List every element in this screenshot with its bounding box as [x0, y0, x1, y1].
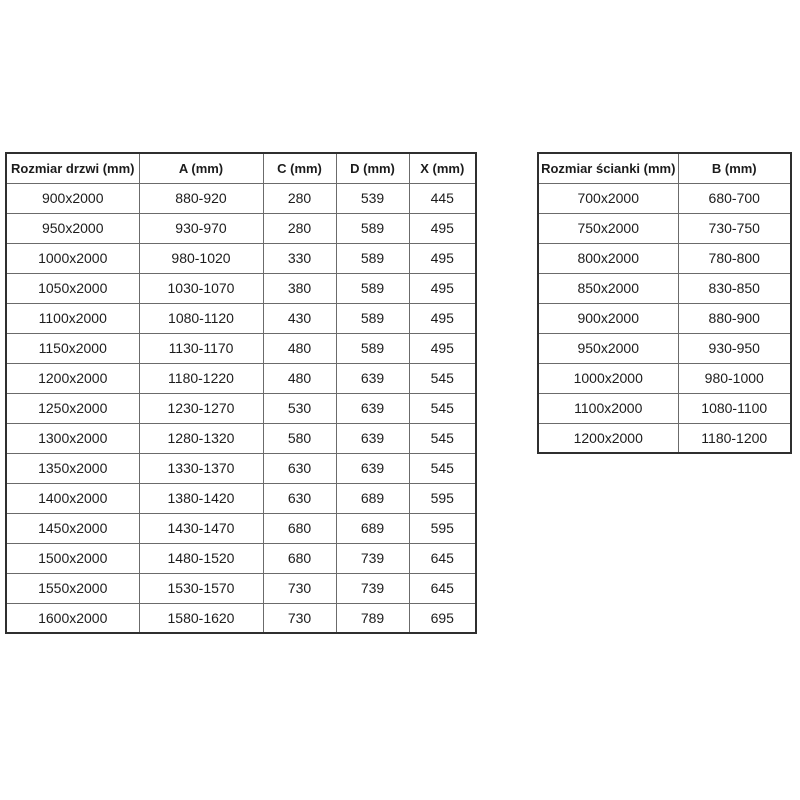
- table-cell: 1180-1220: [139, 363, 263, 393]
- table-row: [6, 603, 476, 633]
- table-row: [538, 243, 791, 273]
- table-cell: 739: [336, 573, 409, 603]
- table-cell: 1080-1120: [139, 303, 263, 333]
- table-cell: 1350x2000: [6, 453, 139, 483]
- table-cell: 1200x2000: [6, 363, 139, 393]
- table-cell: 1150x2000: [6, 333, 139, 363]
- table-row: [538, 213, 791, 243]
- table-cell: 645: [409, 573, 476, 603]
- table-cell: 1030-1070: [139, 273, 263, 303]
- table-cell: 1000x2000: [6, 243, 139, 273]
- table-cell: 639: [336, 453, 409, 483]
- table-row: [6, 273, 476, 303]
- table-cell: 880-920: [139, 183, 263, 213]
- table-cell: 950x2000: [6, 213, 139, 243]
- table-cell: 730-750: [678, 213, 791, 243]
- table-cell: 800x2000: [538, 243, 678, 273]
- column-header: D (mm): [336, 153, 409, 183]
- table-row: [6, 393, 476, 423]
- table-cell: 730: [263, 573, 336, 603]
- table-cell: 495: [409, 333, 476, 363]
- table-row: [6, 303, 476, 333]
- table-row: [6, 333, 476, 363]
- table-cell: 545: [409, 393, 476, 423]
- table-row: [538, 363, 791, 393]
- table-cell: 539: [336, 183, 409, 213]
- table-cell: 1130-1170: [139, 333, 263, 363]
- table-cell: 1080-1100: [678, 393, 791, 423]
- table-cell: 1250x2000: [6, 393, 139, 423]
- table-cell: 480: [263, 333, 336, 363]
- table-row: [6, 543, 476, 573]
- column-header: Rozmiar drzwi (mm): [6, 153, 139, 183]
- table-cell: 1480-1520: [139, 543, 263, 573]
- table-cell: 545: [409, 453, 476, 483]
- table-row: [6, 453, 476, 483]
- table-row: [6, 573, 476, 603]
- table-cell: 900x2000: [6, 183, 139, 213]
- table-row: [538, 273, 791, 303]
- table-cell: 495: [409, 213, 476, 243]
- table-cell: 700x2000: [538, 183, 678, 213]
- table-cell: 545: [409, 363, 476, 393]
- table-cell: 589: [336, 273, 409, 303]
- table-cell: 1330-1370: [139, 453, 263, 483]
- table-row: [6, 363, 476, 393]
- table-cell: 580: [263, 423, 336, 453]
- column-header: C (mm): [263, 153, 336, 183]
- table-cell: 589: [336, 303, 409, 333]
- table-cell: 380: [263, 273, 336, 303]
- table-cell: 495: [409, 243, 476, 273]
- table-cell: 595: [409, 513, 476, 543]
- table-cell: 830-850: [678, 273, 791, 303]
- table-cell: 280: [263, 213, 336, 243]
- table-cell: 695: [409, 603, 476, 633]
- table-cell: 789: [336, 603, 409, 633]
- table-cell: 980-1020: [139, 243, 263, 273]
- table-cell: 900x2000: [538, 303, 678, 333]
- table-row: [6, 243, 476, 273]
- table-row: [538, 183, 791, 213]
- table-cell: 1100x2000: [6, 303, 139, 333]
- table-row: [6, 213, 476, 243]
- table-cell: 950x2000: [538, 333, 678, 363]
- table-cell: 1000x2000: [538, 363, 678, 393]
- table-cell: 1450x2000: [6, 513, 139, 543]
- table-row: [6, 183, 476, 213]
- table-cell: 1050x2000: [6, 273, 139, 303]
- table-cell: 445: [409, 183, 476, 213]
- table-cell: 330: [263, 243, 336, 273]
- table-cell: 680: [263, 543, 336, 573]
- table-cell: 1430-1470: [139, 513, 263, 543]
- table-row: [538, 303, 791, 333]
- table-cell: 1280-1320: [139, 423, 263, 453]
- column-header: B (mm): [678, 153, 791, 183]
- table-cell: 630: [263, 483, 336, 513]
- table-cell: 689: [336, 483, 409, 513]
- table-row: [6, 513, 476, 543]
- table-cell: 1230-1270: [139, 393, 263, 423]
- table-cell: 1180-1200: [678, 423, 791, 453]
- column-header: X (mm): [409, 153, 476, 183]
- table-cell: 630: [263, 453, 336, 483]
- table-cell: 730: [263, 603, 336, 633]
- table-cell: 680: [263, 513, 336, 543]
- table-cell: 645: [409, 543, 476, 573]
- table-cell: 639: [336, 393, 409, 423]
- table-cell: 639: [336, 423, 409, 453]
- table-header-row: [6, 153, 476, 183]
- table-row: [538, 393, 791, 423]
- table-cell: 545: [409, 423, 476, 453]
- table-cell: 589: [336, 333, 409, 363]
- table-cell: 1380-1420: [139, 483, 263, 513]
- table-cell: 930-970: [139, 213, 263, 243]
- table-cell: 595: [409, 483, 476, 513]
- table-cell: 739: [336, 543, 409, 573]
- wall-size-table: [537, 152, 792, 454]
- table-cell: 1530-1570: [139, 573, 263, 603]
- table-cell: 780-800: [678, 243, 791, 273]
- table-cell: 1200x2000: [538, 423, 678, 453]
- table-cell: 1580-1620: [139, 603, 263, 633]
- table-cell: 430: [263, 303, 336, 333]
- table-cell: 589: [336, 243, 409, 273]
- table-cell: 1100x2000: [538, 393, 678, 423]
- column-header: Rozmiar ścianki (mm): [538, 153, 678, 183]
- table-cell: 495: [409, 303, 476, 333]
- table-cell: 280: [263, 183, 336, 213]
- table-cell: 1400x2000: [6, 483, 139, 513]
- table-cell: 495: [409, 273, 476, 303]
- table-row: [538, 423, 791, 453]
- table-row: [6, 483, 476, 513]
- column-header: A (mm): [139, 153, 263, 183]
- table-cell: 530: [263, 393, 336, 423]
- table-header-row: [538, 153, 791, 183]
- table-cell: 880-900: [678, 303, 791, 333]
- table-cell: 680-700: [678, 183, 791, 213]
- table-cell: 850x2000: [538, 273, 678, 303]
- table-cell: 589: [336, 213, 409, 243]
- table-row: [6, 423, 476, 453]
- table-cell: 1550x2000: [6, 573, 139, 603]
- table-cell: 750x2000: [538, 213, 678, 243]
- table-cell: 1600x2000: [6, 603, 139, 633]
- table-cell: 980-1000: [678, 363, 791, 393]
- table-cell: 1500x2000: [6, 543, 139, 573]
- table-cell: 930-950: [678, 333, 791, 363]
- table-cell: 689: [336, 513, 409, 543]
- door-size-table: [5, 152, 477, 634]
- table-cell: 1300x2000: [6, 423, 139, 453]
- table-cell: 639: [336, 363, 409, 393]
- table-cell: 480: [263, 363, 336, 393]
- table-row: [538, 333, 791, 363]
